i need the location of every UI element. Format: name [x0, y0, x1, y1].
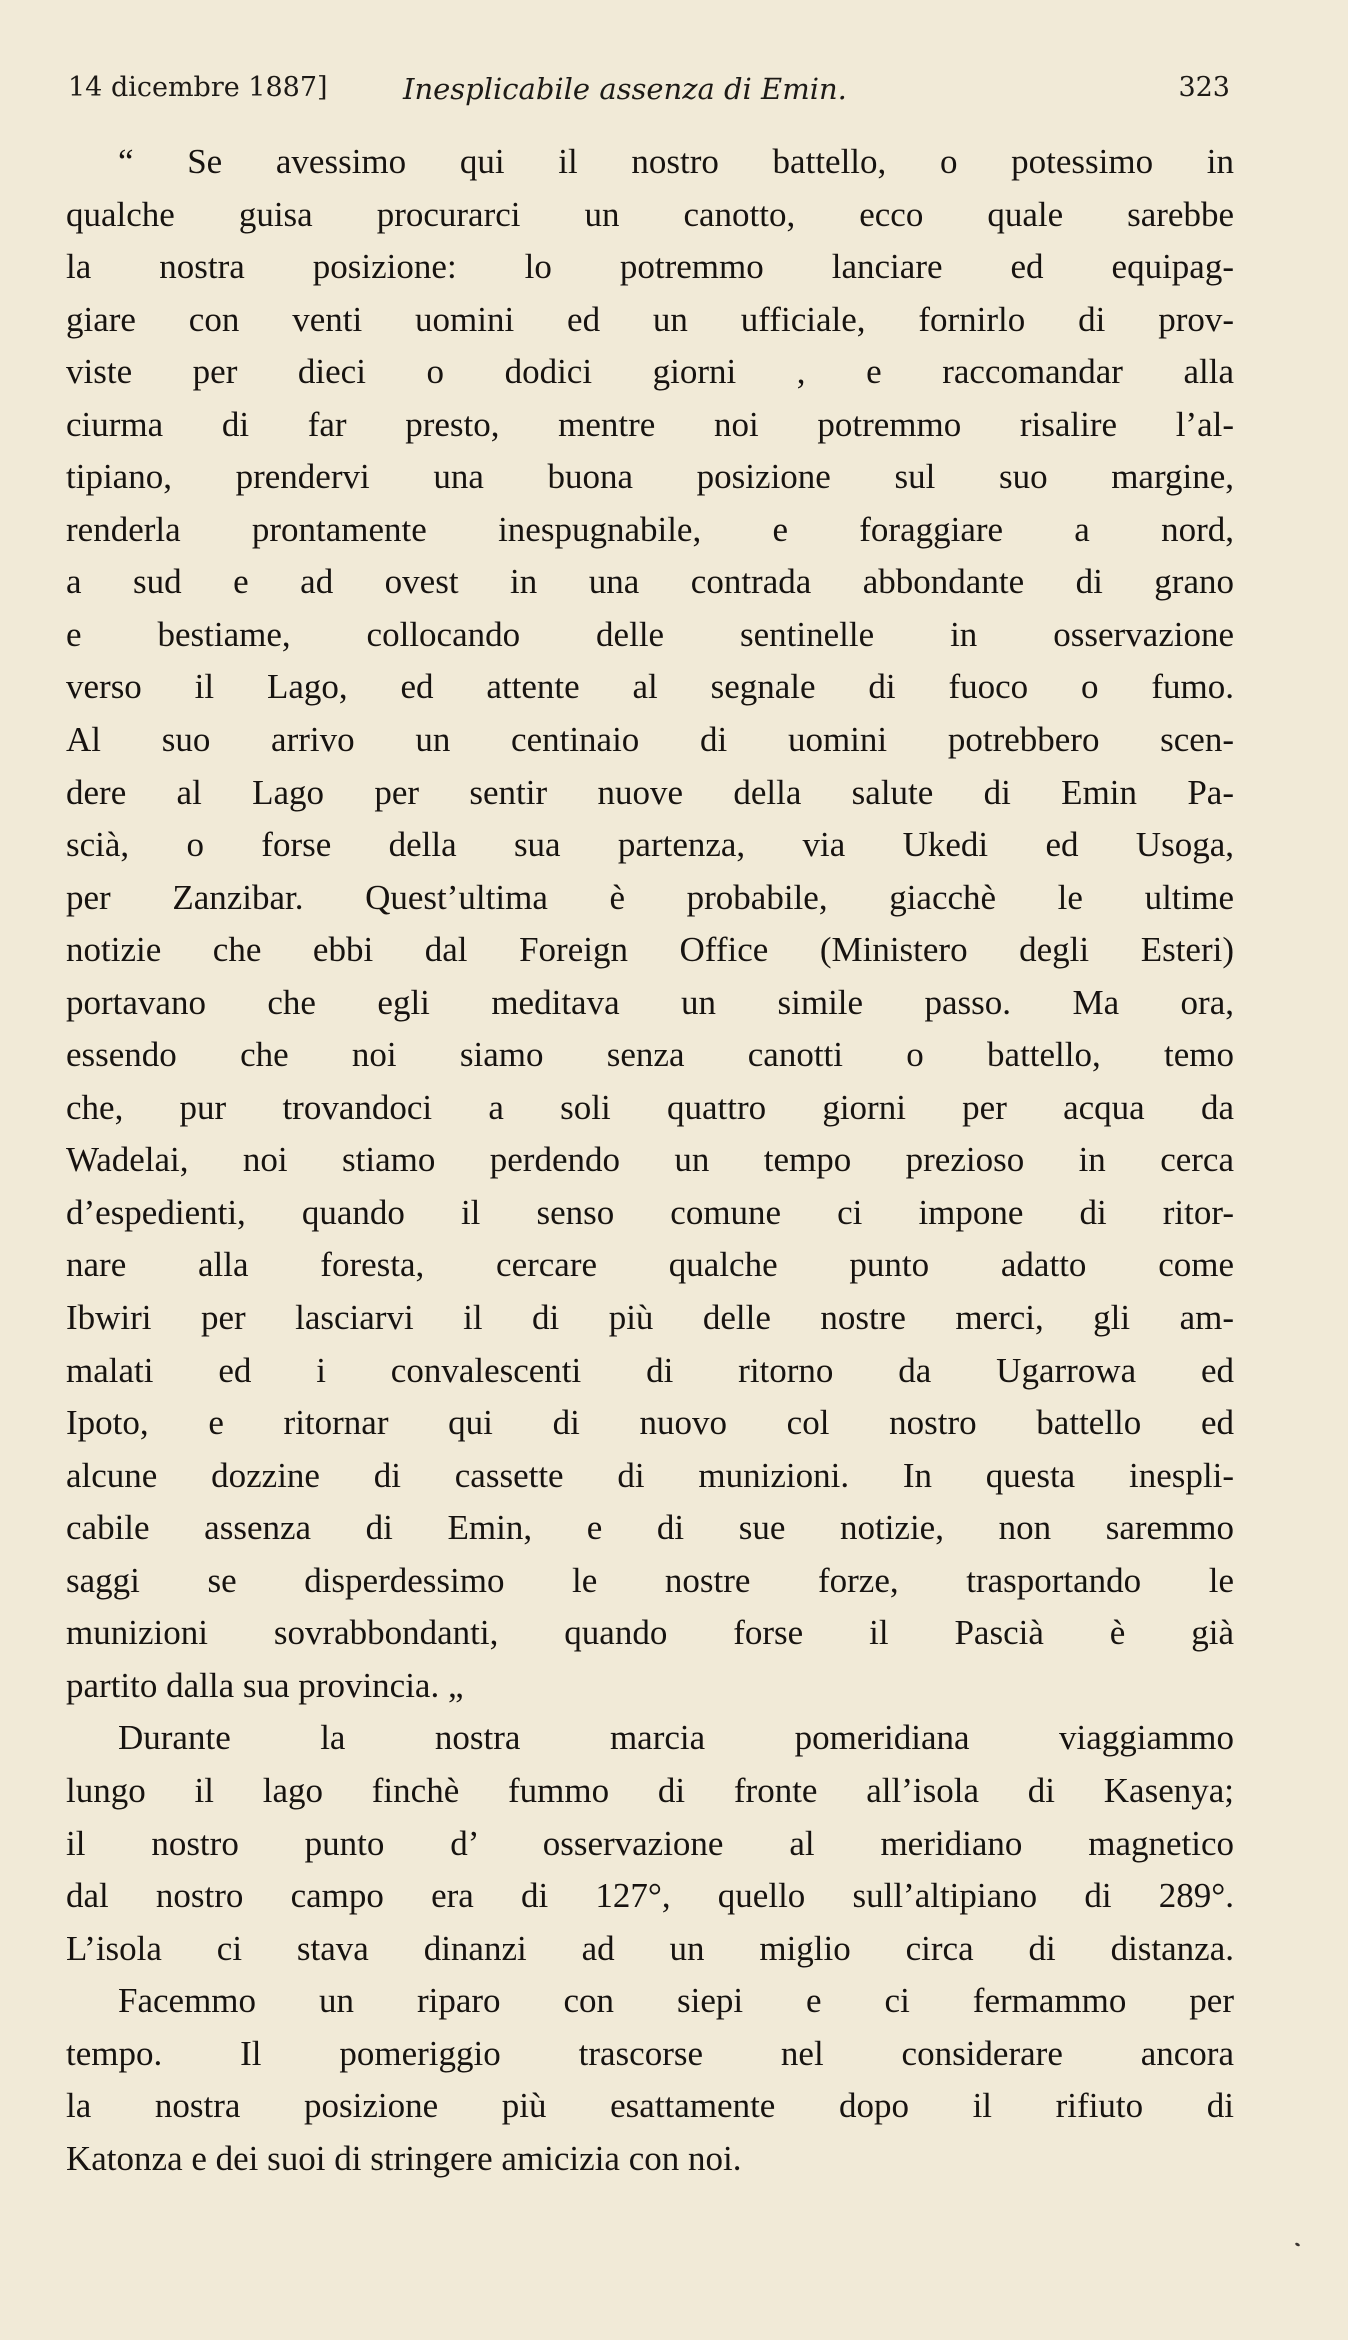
text-line: “ Se avessimo qui il nostro battello, o potessimo in: [118, 142, 1234, 181]
text-line: Wadelai, noi stiamo perdendo un tempo prezioso in cerca: [66, 1140, 1234, 1180]
running-header: [68, 72, 1230, 112]
text-line: Ipoto, e ritornar qui di nuovo col nostro battello ed: [66, 1403, 1234, 1443]
text-line: il nostro punto d’ osservazione al meridiano magnetico: [66, 1823, 1234, 1863]
text-line: malati ed i convalescenti di ritorno da Ugarrowa ed: [66, 1350, 1234, 1390]
text-line: essendo che noi siamo senza canotti o battello, temo: [66, 1035, 1234, 1075]
text-line: dere al Lago per sentir nuove della salute di Emin Pa-: [66, 772, 1234, 812]
text-line: partito dalla sua provincia. „: [66, 1665, 464, 1705]
text-line: qualche guisa procurarci un canotto, ecco quale sarebbe: [66, 194, 1234, 234]
text-line: lungo il lago finchè fummo di fronte all’isola di Kasenya;: [66, 1770, 1234, 1810]
text-line: a sud e ad ovest in una contrada abbondante di grano: [66, 562, 1234, 602]
text-line: L’isola ci stava dinanzi ad un miglio circa di distanza.: [66, 1928, 1234, 1968]
text-line: Facemmo un riparo con siepi e ci fermammo per: [118, 1981, 1234, 2021]
text-line: portavano che egli meditava un simile passo. Ma ora,: [66, 982, 1234, 1022]
text-line: giare con venti uomini ed un ufficiale, fornirlo di prov-: [66, 299, 1234, 339]
paper-speck: [1295, 2242, 1301, 2247]
text-line: scià, o forse della sua partenza, via Ukedi ed Usoga,: [66, 825, 1234, 865]
text-line: e bestiame, collocando delle sentinelle in osservazione: [66, 614, 1234, 654]
text-line: munizioni sovrabbondanti, quando forse il Pascià è già: [66, 1613, 1234, 1653]
text-line: cabile assenza di Emin, e di sue notizie, non saremmo: [66, 1508, 1234, 1548]
page-body: [66, 136, 1234, 2185]
text-line: nare alla foresta, cercare qualche punto adatto come: [66, 1245, 1234, 1285]
text-line: tipiano, prendervi una buona posizione sul suo margine,: [66, 457, 1234, 497]
text-line: tempo. Il pomeriggio trascorse nel considerare ancora: [66, 2033, 1234, 2073]
text-line: Katonza e dei suoi di stringere amicizia con noi.: [66, 2138, 742, 2178]
header-date: 14 dicembre 1887]: [68, 72, 328, 103]
text-line: Durante la nostra marcia pomeridiana viaggiammo: [118, 1718, 1234, 1758]
text-line: alcune dozzine di cassette di munizioni. In questa inespli-: [66, 1455, 1234, 1495]
text-line: ciurma di far presto, mentre noi potremmo risalire l’al-: [66, 404, 1234, 444]
text-line: notizie che ebbi dal Foreign Office (Ministero degli Esteri): [66, 930, 1234, 970]
text-line: che, pur trovandoci a soli quattro giorni per acqua da: [66, 1087, 1234, 1127]
text-line: renderla prontamente inespugnabile, e foraggiare a nord,: [66, 509, 1234, 549]
text-line: saggi se disperdessimo le nostre forze, trasportando le: [66, 1560, 1234, 1600]
header-title: Inesplicabile assenza di Emin.: [403, 72, 847, 106]
page-number: 323: [1178, 72, 1230, 103]
text-line: viste per dieci o dodici giorni , e raccomandar alla: [66, 352, 1234, 392]
text-line: dal nostro campo era di 127°, quello sull’altipiano di 289°.: [66, 1876, 1234, 1916]
text-line: Al suo arrivo un centinaio di uomini potrebbero scen-: [66, 720, 1234, 760]
text-line: la nostra posizione più esattamente dopo il rifiuto di: [66, 2086, 1234, 2126]
text-line: per Zanzibar. Quest’ultima è probabile, giacchè le ultime: [66, 877, 1234, 917]
text-line: la nostra posizione: lo potremmo lanciare ed equipag-: [66, 247, 1234, 287]
text-line: Ibwiri per lasciarvi il di più delle nostre merci, gli am-: [66, 1298, 1234, 1338]
text-line: verso il Lago, ed attente al segnale di fuoco o fumo.: [66, 667, 1234, 707]
text-line: d’espedienti, quando il senso comune ci impone di ritor-: [66, 1192, 1234, 1232]
